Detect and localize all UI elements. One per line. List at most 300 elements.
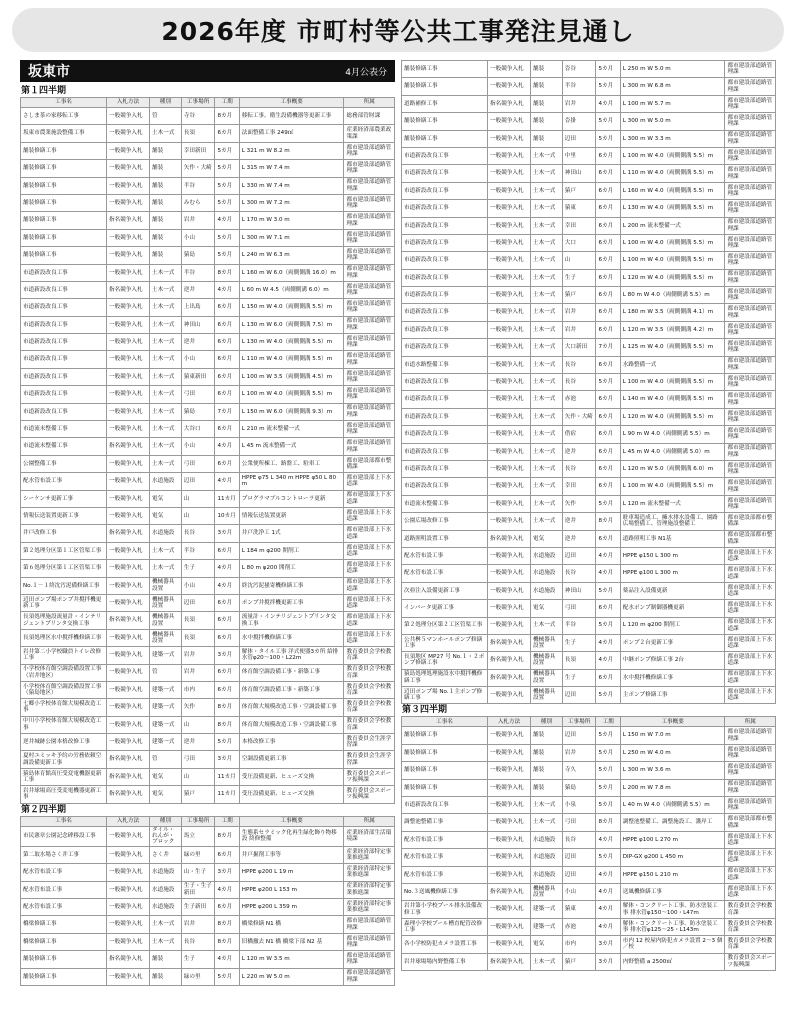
table-row xyxy=(402,814,776,831)
cell-department: 都市建設部道路管理課 xyxy=(725,165,776,182)
cell-duration: 6カ月 xyxy=(596,356,620,373)
cell-duration: 4カ月 xyxy=(596,652,620,669)
cell-summary: ポンプ２台更新工事 xyxy=(620,634,725,651)
cell-work-type: 土木一式 xyxy=(531,147,563,164)
cell-summary: 生態系セラミック化再生緑化飾り物移設 終修整備 xyxy=(239,826,344,846)
cell-duration: 6カ月 xyxy=(215,386,239,403)
cell-department: 教育委員会学校教育課 xyxy=(725,901,776,918)
cell-summary: L 160 m W 4.0（両側側溝 5.5）m xyxy=(620,182,725,199)
cell-project-name: 逆井城跡公園本格改修工事 xyxy=(21,734,107,751)
cell-location: みむら xyxy=(181,194,215,211)
cell-project-name: 舗装修繕工事 xyxy=(402,762,488,779)
cell-work-type: 水道施設 xyxy=(150,473,182,490)
cell-project-name: 岩井球場場内野整備工事 xyxy=(402,953,488,970)
cell-duration: 6カ月 xyxy=(215,664,239,681)
cell-project-name: 市道新設改良工事 xyxy=(402,426,488,443)
cell-project-name: 市道新設改良工事 xyxy=(21,334,107,351)
table-row xyxy=(21,751,395,768)
cell-location: 長谷 xyxy=(181,525,215,542)
cell-department: 教育委員会生涯学習課 xyxy=(344,751,395,768)
cell-duration: 6カ月 xyxy=(596,600,620,617)
table-row xyxy=(402,321,776,338)
cell-duration: 11カ月 xyxy=(215,768,239,785)
cell-work-type: 舗装 xyxy=(150,177,182,194)
column-header-work-type: 種別 xyxy=(150,98,182,108)
cell-duration: 6カ月 xyxy=(215,455,239,472)
publish-note: 4月公表分 xyxy=(345,67,387,78)
cell-project-name: 小学校体育館空調設備設置工事（猿島地区） xyxy=(21,681,107,698)
cell-summary: L 184 m φ200 開削工 xyxy=(239,542,344,559)
cell-department: 産業経済部特定事業推進課 xyxy=(344,881,395,898)
cell-department: 都市建設部道路管理課 xyxy=(344,247,395,264)
cell-summary: 公衆便所棟工、路盤工、駐車工 xyxy=(239,455,344,472)
cell-bid-method: 一般競争入札 xyxy=(107,386,150,403)
cell-duration: 6カ月 xyxy=(215,351,239,368)
cell-location: 辺田 xyxy=(562,727,596,744)
cell-work-type: さく井 xyxy=(150,846,182,863)
cell-work-type: 土木一式 xyxy=(531,426,563,443)
cell-location: 逆井 xyxy=(562,443,596,460)
table-row xyxy=(402,953,776,970)
cell-summary: 体育館大規模改造工事・空調設備工事 xyxy=(239,716,344,733)
column-header-summary: 工事概要 xyxy=(620,717,725,727)
cell-department: 都市建設部上下水道課 xyxy=(344,525,395,542)
cell-summary: L 300 m W 7.1 m xyxy=(239,229,344,246)
cell-project-name: 舗装修繕工事 xyxy=(21,177,107,194)
cell-location: 沓掛 xyxy=(562,113,596,130)
cell-duration: 6カ月 xyxy=(215,629,239,646)
cell-work-type: 機械器具設置 xyxy=(531,652,563,669)
cell-location: 半谷 xyxy=(181,542,215,559)
cell-summary: L 120 m W 3.5（両側側溝 4.2）m xyxy=(620,321,725,338)
cell-bid-method: 一般競争入札 xyxy=(107,933,150,950)
cell-summary: L 100 m W 3.5（両側側溝 4.5）m xyxy=(239,368,344,385)
cell-project-name: 配水管布設工事 xyxy=(21,864,107,881)
cell-department: 教育委員会学校教育課 xyxy=(344,699,395,716)
table-row xyxy=(402,478,776,495)
cell-bid-method: 指名競争入札 xyxy=(107,786,150,803)
cell-bid-method: 指名競争入札 xyxy=(107,438,150,455)
cell-summary: 情報伝送装置更新 xyxy=(239,507,344,524)
cell-bid-method: 一般競争入札 xyxy=(488,130,531,147)
cell-bid-method: 一般競争入札 xyxy=(107,334,150,351)
cell-bid-method: 一般競争入札 xyxy=(107,507,150,524)
cell-duration: 5カ月 xyxy=(215,229,239,246)
cell-bid-method: 指名競争入札 xyxy=(488,95,531,112)
cell-department: 教育委員会スポーツ振興課 xyxy=(344,768,395,785)
cell-location: 逆井 xyxy=(562,530,596,547)
cell-bid-method: 一般競争入札 xyxy=(488,814,531,831)
table-row xyxy=(402,217,776,234)
cell-duration: 8カ月 xyxy=(215,108,239,125)
table-row xyxy=(402,182,776,199)
table-row xyxy=(402,513,776,530)
table-row xyxy=(21,316,395,333)
cell-department: 都市建設部道路管理課 xyxy=(725,443,776,460)
cell-project-name: 第二取水場さく井工事 xyxy=(21,846,107,863)
cell-summary: 送風機修繕工事 xyxy=(620,883,725,900)
cell-department: 都市建設部道路管理課 xyxy=(725,762,776,779)
cell-duration: 6カ月 xyxy=(596,165,620,182)
cell-bid-method: 一般競争入札 xyxy=(107,629,150,646)
cell-location: 弓田 xyxy=(562,814,596,831)
cell-work-type: 管 xyxy=(150,664,182,681)
table-row xyxy=(402,95,776,112)
cell-location: 岩井 xyxy=(181,916,215,933)
cell-department: 都市建設部道路管理課 xyxy=(725,426,776,443)
table-row xyxy=(21,194,395,211)
cell-bid-method: 一般競争入札 xyxy=(488,252,531,269)
cell-work-type: 水道施設 xyxy=(531,565,563,582)
cell-bid-method: 一般競争入札 xyxy=(107,968,150,985)
cell-bid-method: 一般競争入札 xyxy=(488,513,531,530)
cell-work-type: 機械器具設置 xyxy=(150,577,182,594)
cell-department: 都市建設部道路管理課 xyxy=(344,194,395,211)
cell-summary: L 120 m W 4.0（両側側溝 5.5）m xyxy=(620,408,725,425)
cell-work-type: 水道施設 xyxy=(150,899,182,916)
cell-department: 都市建設部道路管理課 xyxy=(725,356,776,373)
cell-bid-method: 指名競争入札 xyxy=(107,281,150,298)
table-row xyxy=(21,864,395,881)
table-row xyxy=(21,933,395,950)
table-row xyxy=(21,299,395,316)
cell-summary: 市内 12 校屋内防犯カメラ設置 2～3 個／校 xyxy=(620,936,725,953)
cell-location: 逆井 xyxy=(181,281,215,298)
cell-bid-method: 一般競争入札 xyxy=(488,321,531,338)
cell-bid-method: 指名競争入札 xyxy=(107,951,150,968)
cell-summary: L 200 m W 7.8 m xyxy=(620,779,725,796)
cell-department: 都市建設部道路管理課 xyxy=(344,281,395,298)
cell-department: 都市建設部道路管理課 xyxy=(725,744,776,761)
cell-project-name: 井戸改修工事 xyxy=(21,525,107,542)
cell-location: 長谷 xyxy=(562,356,596,373)
quarter-heading: 第３四半期 xyxy=(402,705,448,716)
cell-summary: L 120 m W 4.0（両側側溝 5.5）m xyxy=(620,269,725,286)
cell-duration: 5カ月 xyxy=(596,687,620,704)
cell-project-name: 市道新設改良工事 xyxy=(402,478,488,495)
cell-department: 都市建設部道路管理課 xyxy=(725,304,776,321)
table-row xyxy=(21,108,395,125)
cell-duration: 5カ月 xyxy=(596,495,620,512)
cell-bid-method: 一般競争入札 xyxy=(107,108,150,125)
cell-project-name: 岩井球場高圧受変電機器更新工事 xyxy=(21,786,107,803)
cell-work-type: 土木一式 xyxy=(531,269,563,286)
cell-project-name: 市道新設改良工事 xyxy=(21,281,107,298)
cell-summary: HPPE φ100 L 270 m xyxy=(620,831,725,848)
cell-location: 辺田 xyxy=(562,547,596,564)
cell-bid-method: 一般競争入札 xyxy=(488,687,531,704)
cell-project-name: No.１－１終沈汚泥備修繕工事 xyxy=(21,577,107,594)
cell-bid-method: 一般競争入札 xyxy=(488,936,531,953)
cell-location: 辺田 xyxy=(562,687,596,704)
cell-location: 借宿 xyxy=(562,426,596,443)
cell-duration: 6カ月 xyxy=(215,334,239,351)
table-row xyxy=(402,287,776,304)
cell-work-type: 土木一式 xyxy=(531,443,563,460)
cell-summary: L 100 m W 4.0（両側側溝 5.5）m xyxy=(620,147,725,164)
cell-bid-method: 一般競争入札 xyxy=(488,200,531,217)
cell-project-name: 舗装修繕工事 xyxy=(402,78,488,95)
table-row xyxy=(402,408,776,425)
cell-summary: L 300 m W 6.8 m xyxy=(620,78,725,95)
cell-bid-method: 一般競争入札 xyxy=(488,617,531,634)
cell-project-name: 配水管布設工事 xyxy=(402,565,488,582)
cell-work-type: 土木一式 xyxy=(531,252,563,269)
table-row xyxy=(21,142,395,159)
table-row xyxy=(402,797,776,814)
cell-department: 都市建設部上下水道課 xyxy=(344,507,395,524)
cell-duration: 5カ月 xyxy=(596,113,620,130)
cell-department: 都市建設部道路管理課 xyxy=(725,61,776,78)
cell-bid-method: 一般競争入札 xyxy=(107,916,150,933)
cell-project-name: 配水管布設工事 xyxy=(402,831,488,848)
cell-duration: 6カ月 xyxy=(596,200,620,217)
left-body xyxy=(20,85,395,986)
cell-department: 都市建設部上下水道課 xyxy=(725,866,776,883)
cell-department: 都市建設部道路管理課 xyxy=(344,951,395,968)
cell-project-name: 市道流末整備工事 xyxy=(21,438,107,455)
cell-department: 都市建設部道路管理課 xyxy=(725,374,776,391)
cell-location: 生子 xyxy=(181,951,215,968)
column-header-location: 工事場所 xyxy=(562,717,596,727)
cell-department: 都市建設部道路管理課 xyxy=(725,287,776,304)
cell-department: 都市建設部上下水道課 xyxy=(725,669,776,686)
table-row xyxy=(21,212,395,229)
cell-work-type: 土木一式 xyxy=(531,408,563,425)
table-row xyxy=(402,687,776,704)
cell-project-name: 調整池整備工事 xyxy=(402,814,488,831)
cell-work-type: 土木一式 xyxy=(150,368,182,385)
cell-location: 逆井 xyxy=(562,513,596,530)
cell-work-type: 土木一式 xyxy=(531,234,563,251)
cell-department: 都市建設部上下水道課 xyxy=(725,831,776,848)
cell-location: 市内 xyxy=(562,936,596,953)
column-header-project-name: 工事名 xyxy=(21,98,107,108)
cell-location: 岩井 xyxy=(562,744,596,761)
cell-work-type: 水道施設 xyxy=(150,525,182,542)
cell-bid-method: 一般競争入札 xyxy=(107,716,150,733)
table-row xyxy=(402,936,776,953)
cell-department: 都市建設部道路管理課 xyxy=(725,252,776,269)
cell-summary: L 120 m W 5.0（両側側溝 6.0）m xyxy=(620,460,725,477)
cell-summary: 旧橋撤去 N1 橋 橋梁下部 N2 基 xyxy=(239,933,344,950)
cell-bid-method: 一般競争入札 xyxy=(488,478,531,495)
cell-duration: 4カ月 xyxy=(596,634,620,651)
cell-work-type: 電気 xyxy=(531,600,563,617)
cell-summary: 流量計・インテリジェントプリンタ交換工事 xyxy=(239,612,344,629)
table-row xyxy=(402,200,776,217)
cell-department: 教育委員会学校教育課 xyxy=(344,681,395,698)
cell-duration: 5カ月 xyxy=(596,61,620,78)
cell-work-type: 水道施設 xyxy=(150,864,182,881)
cell-location: 猿島 xyxy=(181,403,215,420)
table-row xyxy=(21,177,395,194)
cell-bid-method: 一般競争入札 xyxy=(107,699,150,716)
cell-duration: 7カ月 xyxy=(215,403,239,420)
cell-location: 矢作・大崎 xyxy=(562,408,596,425)
cell-summary: L 240 m W 6.3 m xyxy=(239,247,344,264)
cell-department: 都市建設部道路管理課 xyxy=(725,182,776,199)
cell-duration: 11カ月 xyxy=(215,490,239,507)
cell-duration: 3カ月 xyxy=(596,936,620,953)
cell-location: 岩井 xyxy=(181,647,215,664)
table-row xyxy=(21,826,395,846)
cell-summary: DIP-GX φ200 L 450 m xyxy=(620,849,725,866)
cell-location: 山 xyxy=(562,252,596,269)
table-row xyxy=(402,652,776,669)
cell-duration: 5カ月 xyxy=(596,779,620,796)
cell-work-type: 土木一式 xyxy=(531,287,563,304)
cell-summary: L 60 m W 4.5（両側側溝 6.0）m xyxy=(239,281,344,298)
cell-duration: 6カ月 xyxy=(215,316,239,333)
cell-project-name: 市道新設改良工事 xyxy=(21,299,107,316)
cell-location: 生子 xyxy=(562,669,596,686)
cell-bid-method: 一般競争入札 xyxy=(488,391,531,408)
cell-work-type: 舗装 xyxy=(531,727,563,744)
cell-bid-method: 一般競争入札 xyxy=(488,147,531,164)
cell-location: 猿島 xyxy=(181,247,215,264)
cell-department: 都市建設部道路管理課 xyxy=(725,408,776,425)
cell-location: 大谷口 xyxy=(181,421,215,438)
cell-project-name: 各小学校防犯カメラ設置工事 xyxy=(402,936,488,953)
cell-duration: 6カ月 xyxy=(596,287,620,304)
cell-location: 猿東 xyxy=(562,901,596,918)
cell-project-name: 辺田ポンプ場ポンプ井撹拌機更新工事 xyxy=(21,594,107,611)
cell-duration: 6カ月 xyxy=(215,594,239,611)
cell-work-type: 土木一式 xyxy=(150,403,182,420)
cell-project-name: 夏村ユミッキ予約の労務依頼空調設備更新工事 xyxy=(21,751,107,768)
cell-summary: 井戸洗浄工 1式 xyxy=(239,525,344,542)
column-header-bid-method: 入札方法 xyxy=(107,816,150,826)
cell-bid-method: 一般競争入札 xyxy=(107,403,150,420)
cell-duration: 4カ月 xyxy=(596,883,620,900)
cell-summary: L 100 m W 4.0（両側側溝 5.5）m xyxy=(620,478,725,495)
cell-work-type: 電気 xyxy=(150,490,182,507)
cell-project-name: 舗装修繕工事 xyxy=(402,744,488,761)
cell-work-type: 舗装 xyxy=(531,130,563,147)
cell-project-name: 舗装修繕工事 xyxy=(21,229,107,246)
cell-project-name: 市道新設改良工事 xyxy=(402,217,488,234)
cell-project-name: 市道新設改良工事 xyxy=(402,269,488,286)
cell-work-type: 土木一式 xyxy=(531,356,563,373)
cell-work-type: 電気 xyxy=(150,786,182,803)
cell-bid-method: 一般競争入札 xyxy=(488,356,531,373)
cell-bid-method: 一般競争入札 xyxy=(488,443,531,460)
cell-duration: 6カ月 xyxy=(596,391,620,408)
cell-department: 都市建設部上下水道課 xyxy=(725,600,776,617)
cell-location: 長須 xyxy=(181,125,215,142)
cell-department: 都市建設部道路管理課 xyxy=(344,264,395,281)
cell-summary: L 120 m 流末整備一式 xyxy=(620,495,725,512)
column-header-duration: 工期 xyxy=(215,816,239,826)
cell-summary: 解体・コンクリート工事、防水塗装工事 排水管φ125～25・L143m xyxy=(620,918,725,935)
cell-department: 都市建設部道路管理課 xyxy=(725,321,776,338)
cell-work-type: 土木一式 xyxy=(531,513,563,530)
cell-work-type: 舗装 xyxy=(150,194,182,211)
cell-duration: 6カ月 xyxy=(596,217,620,234)
cell-summary: 体育館空調設備工事・新築工事 xyxy=(239,681,344,698)
cell-duration: 3カ月 xyxy=(215,864,239,881)
cell-department: 教育委員会学校教育課 xyxy=(344,664,395,681)
cell-project-name: 猿島体育館高圧受変電機器更新工事 xyxy=(21,768,107,785)
cell-summary: L 80 m φ200 開削工 xyxy=(239,560,344,577)
cell-duration: 3カ月 xyxy=(215,647,239,664)
cell-work-type: 土木一式 xyxy=(150,560,182,577)
cell-project-name: 橋梁修繕工事 xyxy=(21,933,107,950)
cell-project-name: 舗装修繕工事 xyxy=(402,727,488,744)
table-row xyxy=(402,78,776,95)
cell-work-type: 舗装 xyxy=(150,951,182,968)
cell-location: 小山 xyxy=(181,229,215,246)
cell-bid-method: 一般競争入札 xyxy=(107,826,150,846)
cell-department: 都市建設部道路管理課 xyxy=(344,212,395,229)
column-header-location: 工事場所 xyxy=(181,816,215,826)
cell-location: 山 xyxy=(181,490,215,507)
cell-department: 都市建設部道路管理課 xyxy=(725,78,776,95)
cell-location: 半谷 xyxy=(181,177,215,194)
cell-location: 生子・生子新田 xyxy=(181,881,215,898)
cell-bid-method: 指名競争入札 xyxy=(107,751,150,768)
cell-department: 産業経済部生活環境課 xyxy=(344,826,395,846)
cell-summary: L 200 m 流末整備一式 xyxy=(620,217,725,234)
table-row xyxy=(402,669,776,686)
table-row xyxy=(21,264,395,281)
cell-duration: 6カ月 xyxy=(596,234,620,251)
cell-work-type: 建築一式 xyxy=(150,681,182,698)
cell-work-type: 土木一式 xyxy=(531,200,563,217)
cell-department: 都市建設部道路管理課 xyxy=(344,334,395,351)
cell-summary: L 100 m W 4.0（両側側溝 5.5）m xyxy=(620,252,725,269)
cell-bid-method: 一般競争入札 xyxy=(488,408,531,425)
cell-work-type: 土木一式 xyxy=(531,217,563,234)
table-row xyxy=(21,786,395,803)
cell-location: 幸田 xyxy=(562,217,596,234)
table-row xyxy=(21,351,395,368)
cell-summary: L 150 m W 4.0（両側側溝 5.5）m xyxy=(239,299,344,316)
cell-bid-method: 一般競争入札 xyxy=(107,560,150,577)
cell-project-name: 舗装修繕工事 xyxy=(21,951,107,968)
table-header-row xyxy=(21,98,395,108)
cell-project-name: さしま茶の家移転工事 xyxy=(21,108,107,125)
cell-department: 都市建設部道路管理課 xyxy=(725,339,776,356)
cell-location: 小山 xyxy=(181,351,215,368)
cell-bid-method: 一般競争入札 xyxy=(488,78,531,95)
cell-department: 都市建設部道路管理課 xyxy=(725,391,776,408)
table-row xyxy=(21,125,395,142)
cell-work-type: 舗装 xyxy=(531,744,563,761)
cell-bid-method: 一般競争入札 xyxy=(488,374,531,391)
cell-work-type: 機械器具設置 xyxy=(531,669,563,686)
cell-bid-method: 一般競争入札 xyxy=(107,490,150,507)
cell-duration: 4カ月 xyxy=(596,95,620,112)
cell-summary: L 45 m 流末整備一式 xyxy=(239,438,344,455)
cell-location: 生子 xyxy=(562,634,596,651)
cell-project-name: 舗装修繕工事 xyxy=(21,968,107,985)
cell-duration: 6カ月 xyxy=(215,542,239,559)
cell-project-name: 市道流末整備工事 xyxy=(402,495,488,512)
cell-location: 辺田 xyxy=(562,866,596,883)
cell-duration: 8カ月 xyxy=(215,916,239,933)
cell-duration: 4カ月 xyxy=(215,281,239,298)
cell-project-name: 市道新設改良工事 xyxy=(402,797,488,814)
cell-work-type: 機械器具設置 xyxy=(150,629,182,646)
cell-summary: HPPE φ150 L 210 m xyxy=(620,866,725,883)
table-row xyxy=(402,234,776,251)
cell-summary: L 40 m W 4.0（両側側溝 5.5）m xyxy=(620,797,725,814)
cell-work-type: 舗装 xyxy=(150,160,182,177)
cell-work-type: 舗装 xyxy=(531,762,563,779)
cell-bid-method: 指名競争入札 xyxy=(488,634,531,651)
